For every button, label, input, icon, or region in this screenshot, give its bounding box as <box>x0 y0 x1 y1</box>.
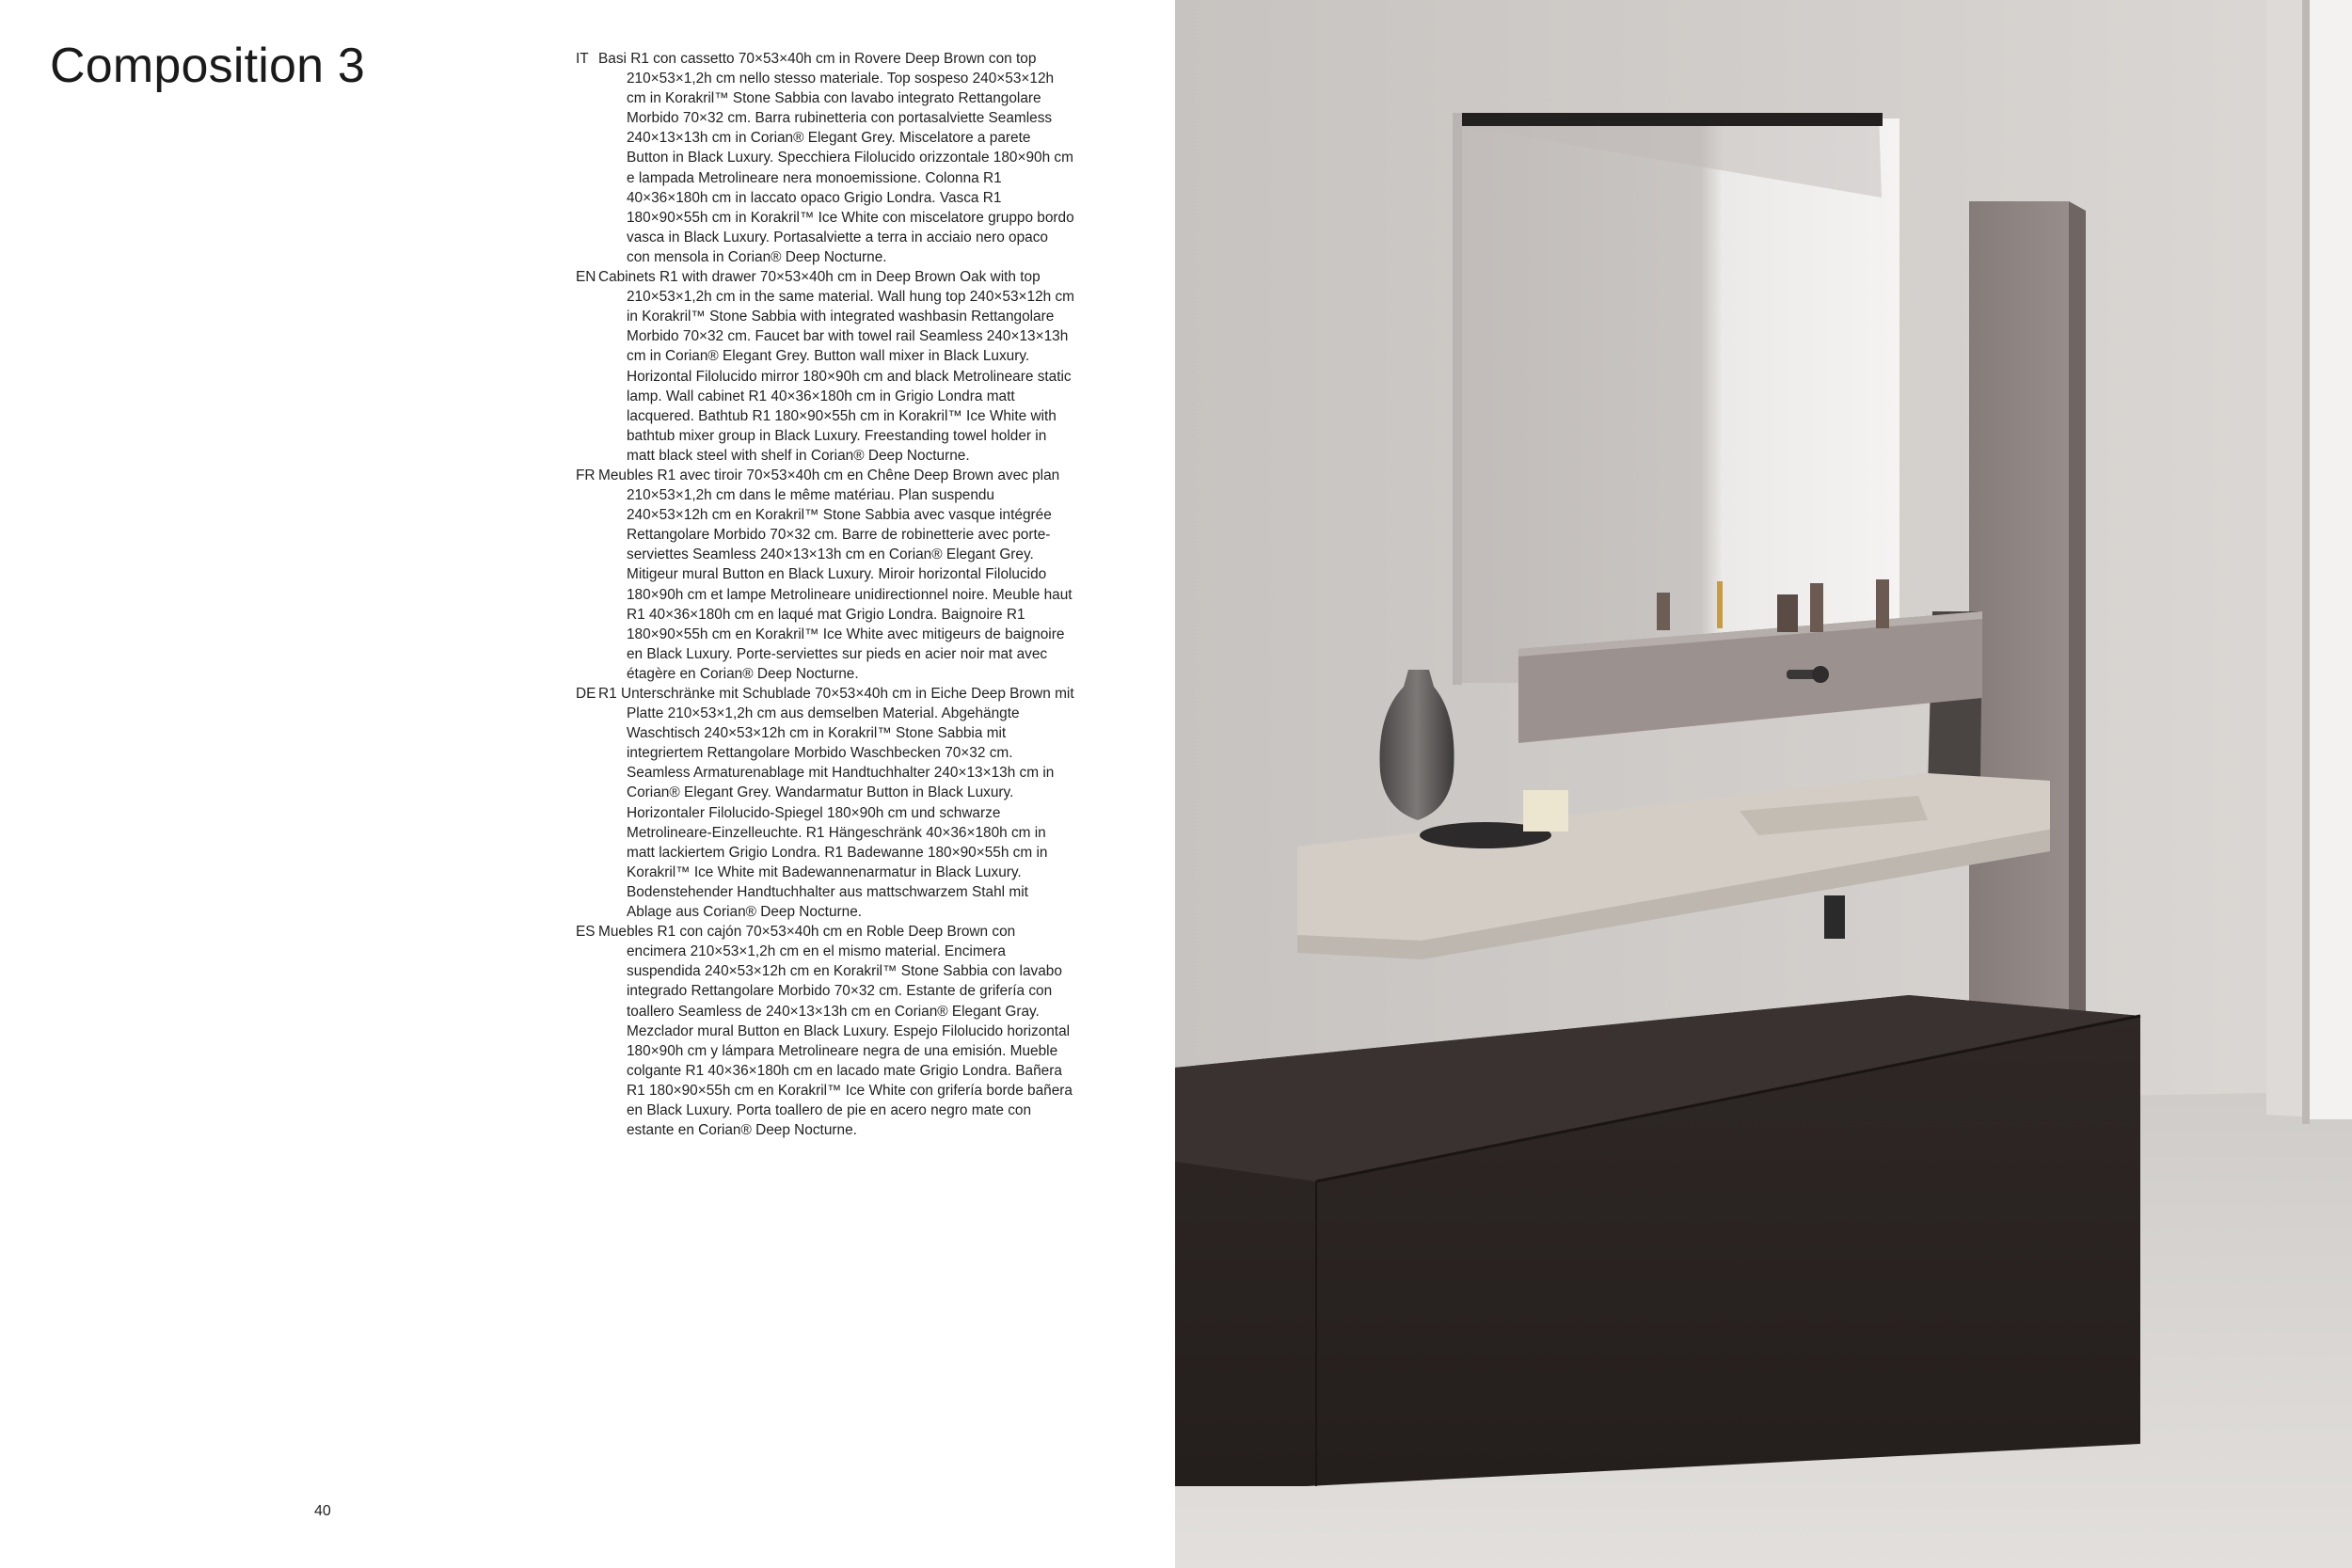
product-descriptions <box>576 49 1074 1140</box>
language-code-es: ES <box>576 924 596 941</box>
description-es <box>576 922 1074 1140</box>
description-it <box>576 49 1074 267</box>
bottle <box>1777 594 1798 632</box>
description-text-it: Basi R1 con cassetto 70×53×40h cm in Rovere Deep Brown con top 210×53×1,2h cm nello stesso materiale. Top sospeso 240×53×12h cm in Korakril™ Stone Sabbia con lavabo integrato Rettangolare Morbido 70×32 cm. Barra rubinetteria con portasalviette Seamless 240×13×13h cm in Corian® Elegant Grey. Miscelatore a parete Button in Black Luxury. Specchiera Filolucido orizzontale 180×90h cm e lampada Metrolineare nera monoemissione. Colonna R1 40×36×180h cm in laccato opaco Grigio Londra. Vasca R1 180×90×55h cm in Korakril™ Ice White con miscelatore gruppo bordo vasca in Black Luxury. Portasalviette a terra in acciaio nero opaco con mensola in Corian® Deep Nocturne. <box>598 51 1074 265</box>
page-number: 40 <box>314 1503 331 1519</box>
mirror <box>1457 119 1899 683</box>
description-text-es: Muebles R1 con cajón 70×53×40h cm en Roble Deep Brown con encimera 210×53×1,2h cm en el mismo material. Encimera suspendida 240×53×12h cm en Korakril™ Stone Sabbia con lavabo integrado Rettangolare Morbido 70×32 cm. Estante de grifería con toallero Seamless de 240×13×13h cm en Corian® Elegant Gray. Mezclador mural Button en Black Luxury. Espejo Filolucido horizontal 180×90h cm y lámpara Metrolineare negra de una emisión. Mueble colgante R1 40×36×180h cm en lacado mate Grigio Londra. Bañera R1 180×90×55h cm en Korakril™ Ice White con grifería borde bañera en Black Luxury. Porta toallero de pie en acero negro mate con estante en Corian® Deep Nocturne. <box>598 924 1073 1139</box>
toothbrush <box>1717 581 1723 628</box>
window <box>2309 0 2352 1119</box>
language-code-fr: FR <box>576 467 596 483</box>
description-de <box>576 684 1074 922</box>
language-code-it: IT <box>576 51 589 67</box>
metrolineare-lamp <box>1462 113 1883 126</box>
bottle <box>1876 579 1889 628</box>
description-text-en: Cabinets R1 with drawer 70×53×40h cm in Deep Brown Oak with top 210×53×1,2h cm in the same material. Wall hung top 240×53×12h cm in Korakril™ Stone Sabbia with integrated washbasin Rettangolare Morbido 70×32 cm. Faucet bar with towel rail Seamless 240×13×13h cm in Corian® Elegant Grey. Button wall mixer in Black Luxury. Horizontal Filolucido mirror 180×90h cm and black Metrolineare static lamp. Wall cabinet R1 40×36×180h cm in Grigio Londra matt lacquered. Bathtub R1 180×90×55h cm in Korakril™ Ice White with bathtub mixer group in Black Luxury. Freestanding towel holder in matt black steel with shelf in Corian® Deep Nocturne. <box>598 269 1074 464</box>
window-frame <box>2302 0 2310 1124</box>
drain-pipe <box>1824 895 1845 939</box>
bathroom-scene <box>1175 0 2352 1568</box>
bottle <box>1810 583 1823 632</box>
soap-block <box>1523 790 1568 832</box>
mirror-edge <box>1453 113 1462 685</box>
bottle <box>1657 593 1670 630</box>
mixer-knob <box>1812 666 1829 683</box>
left-page <box>0 0 1175 1568</box>
language-code-de: DE <box>576 686 596 702</box>
bathroom-photo <box>1175 0 2352 1568</box>
description-fr <box>576 466 1074 684</box>
page-title: Composition 3 <box>50 39 365 93</box>
description-text-fr: Meubles R1 avec tiroir 70×53×40h cm en Chêne Deep Brown avec plan 210×53×1,2h cm dans le même matériau. Plan suspendu 240×53×12h cm en Korakril™ Stone Sabbia avec vasque intégrée Rettangolare Morbido 70×32 cm. Barre de robinetterie avec porte-serviettes Seamless 240×13×13h cm en Corian® Elegant Grey. Mitigeur mural Button en Black Luxury. Miroir horizontal Filolucido 180×90h cm et lampe Metrolineare unidirectionnel noire. Meuble haut R1 40×36×180h cm en laqué mat Grigio Londra. Baignoire R1 180×90×55h cm en Korakril™ Ice White avec mitigeurs de baignoire en Black Luxury. Porte-serviettes sur pieds en acier noir mat avec étagère en Corian® Deep Nocturne. <box>598 467 1073 682</box>
description-text-de: R1 Unterschränke mit Schublade 70×53×40h cm in Eiche Deep Brown mit Platte 210×53×1,2h cm aus demselben Material. Abgehängte Waschtisch 240×53×12h cm in Korakril™ Stone Sabbia mit integriertem Rettangolare Morbido Waschbecken 70×32 cm. Seamless Armaturenablage mit Handtuchhalter 240×13×13h cm in Corian® Elegant Grey. Wandarmatur Button in Black Luxury. Horizontaler Filolucido-Spiegel 180×90h cm und schwarze Metrolineare-Einzelleuchte. R1 Hängeschränk 40×36×180h cm in matt lackiertem Grigio Londra. R1 Badewanne 180×90×55h cm in Korakril™ Ice White mit Badewannenarmatur in Black Luxury. Bodenstehender Handtuchhalter aus mattschwarzem Stahl mit Ablage aus Corian® Deep Nocturne. <box>598 686 1074 921</box>
language-code-en: EN <box>576 269 596 286</box>
description-en <box>576 267 1074 466</box>
